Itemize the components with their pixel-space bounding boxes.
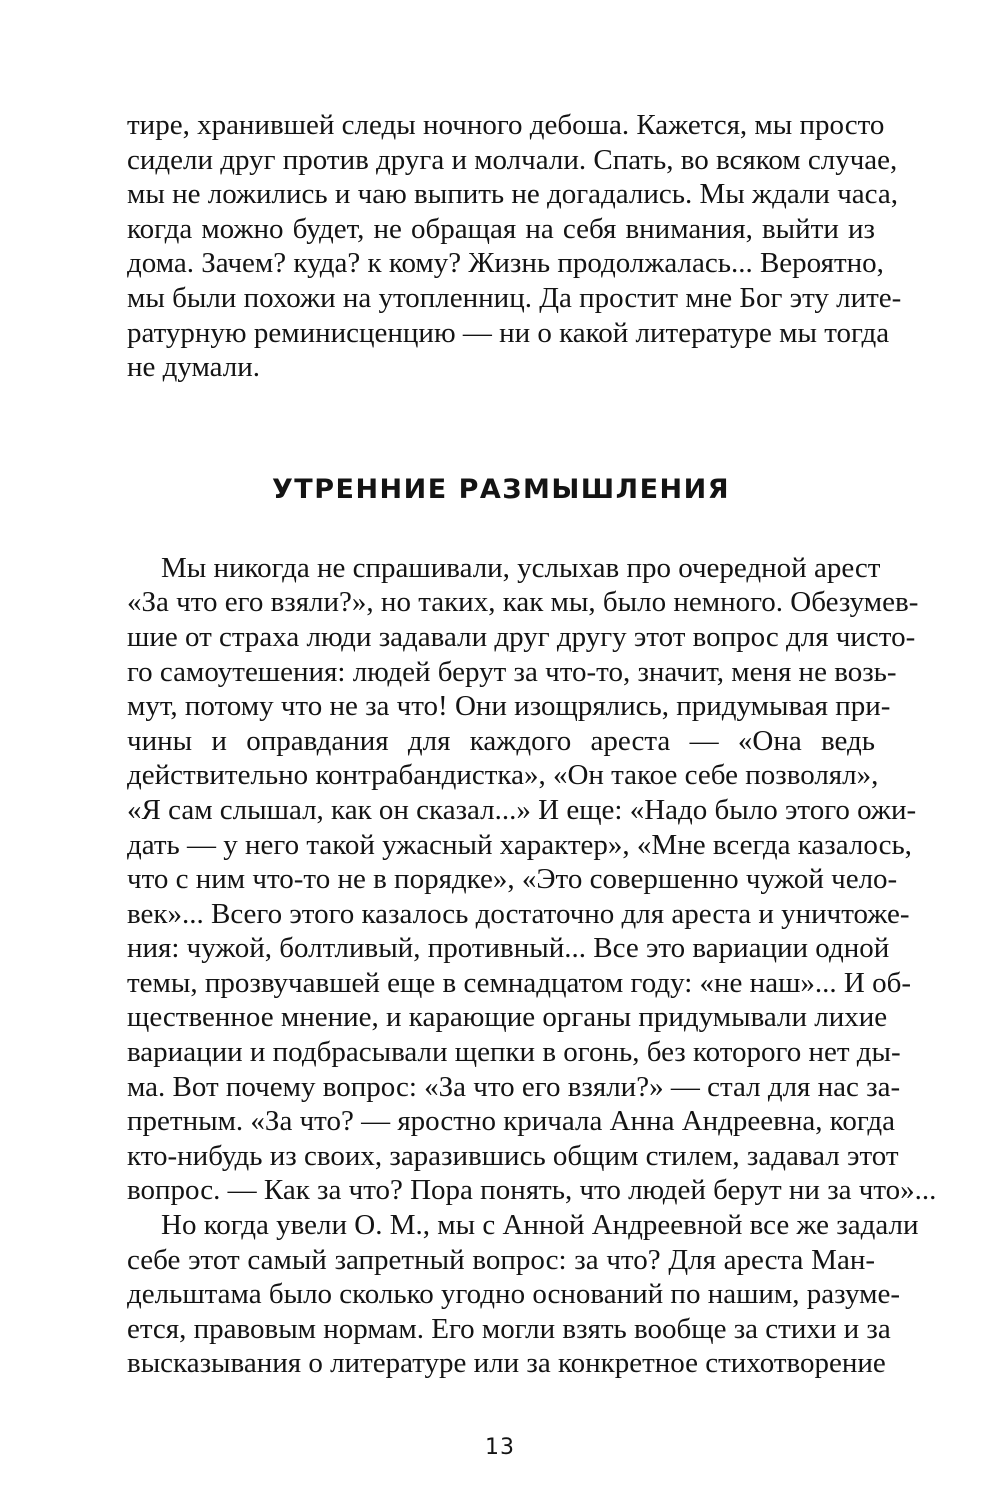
text-line: претным. «За что? — яростно кричала Анна Андреевна, когда [127, 1105, 895, 1138]
book-page [127, 108, 937, 1381]
text-line: мут, потому что не за что! Они изощрялись, придумывая при- [127, 690, 891, 723]
text-line: не думали. [127, 351, 261, 384]
text-line: «За что его взяли?», но таких, как мы, было немного. Обезумев- [127, 586, 919, 619]
text-line: «Я сам слышал, как он сказал...» И еще: «Надо было этого ожи- [127, 793, 917, 826]
text-line: щественное мнение, и карающие органы придумывали лихие [127, 1001, 888, 1034]
text-line: ма. Вот почему вопрос: «За что его взяли?» — стал для нас за- [127, 1070, 901, 1103]
paragraph-continued [127, 108, 902, 385]
text-line: дать — у него такой ужасный характер», «Мне всегда казалось, [127, 828, 912, 861]
text-line: сидели друг против друга и молчали. Спать, во всяком случае, [127, 143, 898, 176]
text-line: мы не ложились и чаю выпить не догадались. Мы ждали часа, [127, 178, 898, 211]
text-line: го самоутешения: людей берут за что-то, значит, меня не возь- [127, 655, 897, 688]
page-number: 13 [485, 1435, 515, 1460]
text-line: ется, правовым нормам. Его могли взять вообще за стихи и за [127, 1312, 891, 1345]
text-line: темы, прозвучавшей еще в семнадцатом году: «не наш»... И об- [127, 966, 912, 999]
paragraph [127, 551, 937, 1208]
text-line: тире, хранившей следы ночного дебоша. Кажется, мы просто [127, 109, 885, 141]
text-line: вариации и подбрасывали щепки в огонь, без которого нет ды- [127, 1036, 901, 1069]
text-line: действительно контрабандистка», «Он такое себе позволял», [127, 759, 879, 792]
text-line: век»... Всего этого казалось достаточно для ареста и уничтоже- [127, 897, 910, 930]
text-line: высказывания о литературе или за конкретное стихотворение [127, 1347, 886, 1380]
text-line: ния: чужой, болтливый, противный... Все это вариации одной [127, 932, 890, 965]
text-line: Мы никогда не спрашивали, услыхав про очередной арест [161, 551, 881, 584]
section-title: УТРЕННИЕ РАЗМЫШЛЕНИЯ [271, 473, 731, 505]
text-line: вопрос. — Как за что? Пора понять, что людей берут ни за что»... [127, 1174, 937, 1207]
text-line: себе этот самый запретный вопрос: за что? Для ареста Ман- [127, 1243, 875, 1276]
text-line: когда можно будет, не обращая на себя внимания, выйти из [127, 212, 875, 245]
text-line: ратурную реминисценцию — ни о какой литературе мы тогда [127, 316, 890, 349]
text-line: чины и оправдания для каждого ареста — «Она ведь [127, 724, 875, 757]
text-line: Но когда увели О. М., мы с Анной Андреевной все же задали [161, 1209, 919, 1242]
text-line: дельштама было сколько угодно оснований по нашим, разуме- [127, 1278, 901, 1311]
text-line: шие от страха люди задавали друг другу этот вопрос для чисто- [127, 620, 916, 653]
text-line: мы были похожи на утопленниц. Да простит мне Бог эту лите- [127, 281, 902, 314]
paragraph [127, 1208, 919, 1381]
text-line: что с ним что-то не в порядке», «Это совершенно чужой чело- [127, 863, 898, 896]
text-line: дома. Зачем? куда? к кому? Жизнь продолжалась... Вероятно, [127, 247, 884, 280]
text-line: кто-нибудь из своих, заразившись общим стилем, задавал этот [127, 1139, 899, 1172]
